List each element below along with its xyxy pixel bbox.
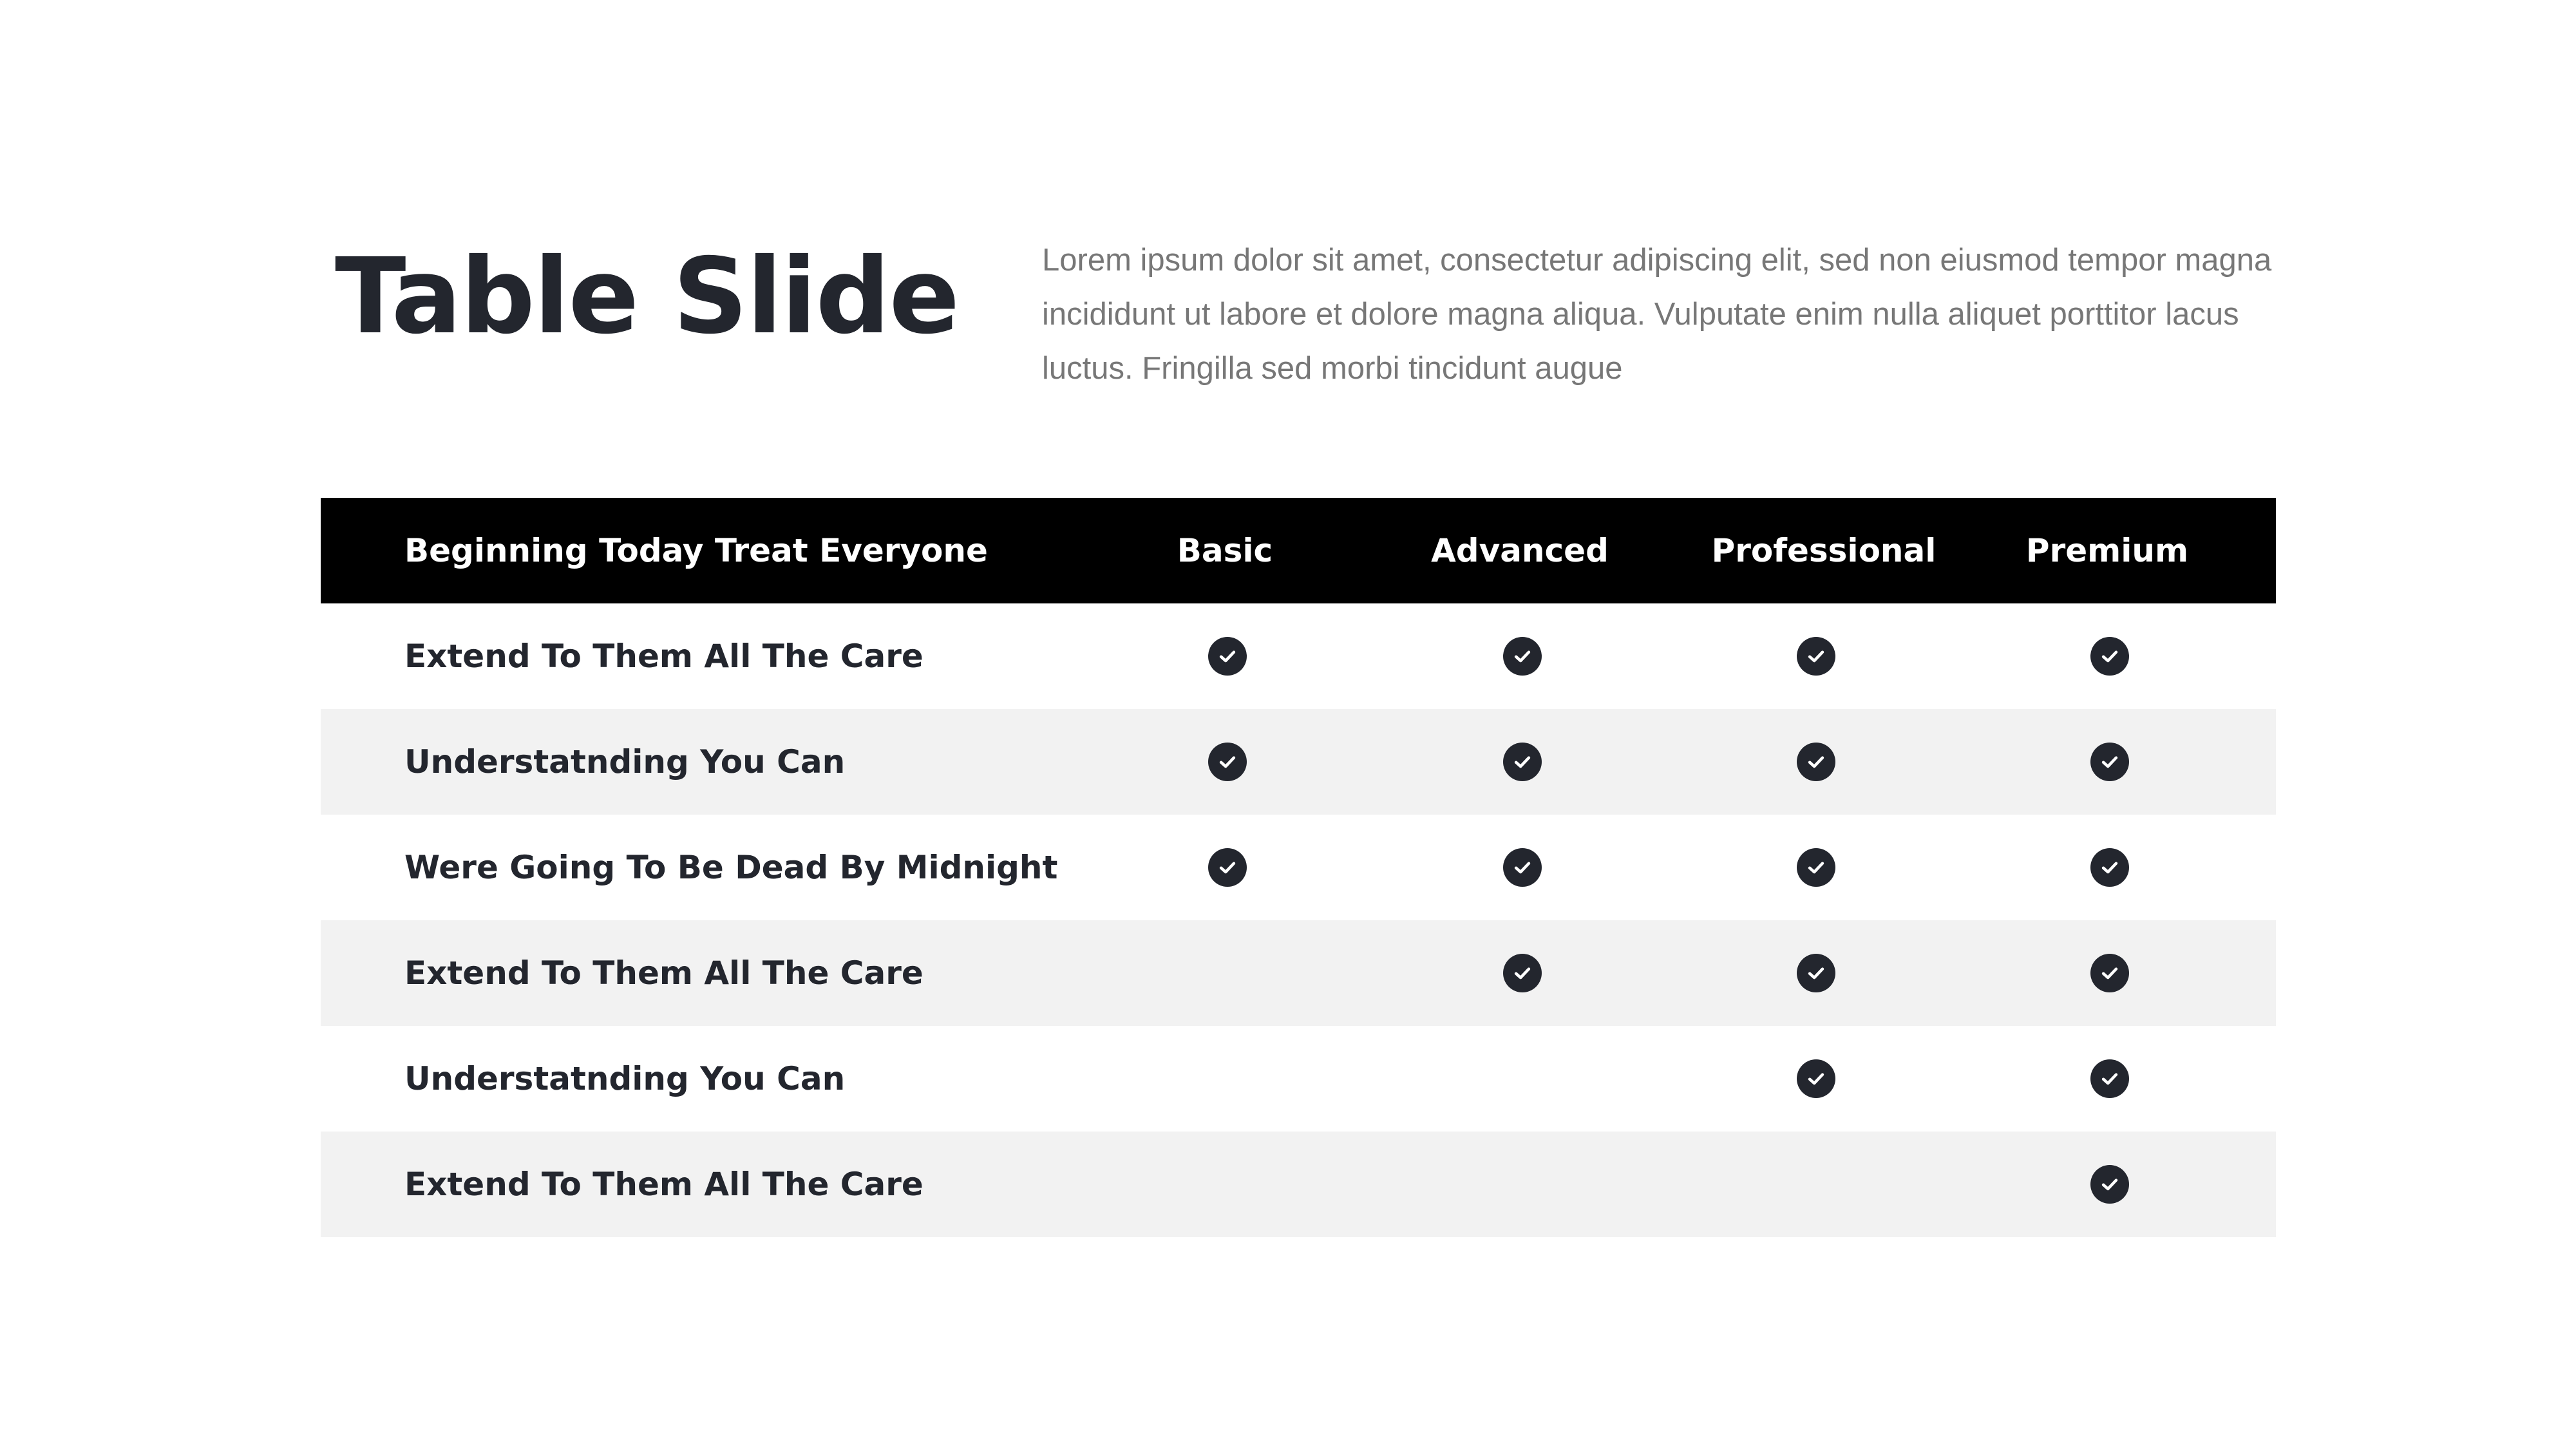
table-cell [2071, 1132, 2148, 1237]
table-cell [1189, 920, 1266, 1026]
table-cell [1484, 1026, 1561, 1132]
table-row [321, 709, 2276, 815]
table-cell [1484, 709, 1561, 815]
table-cell [1189, 1026, 1266, 1132]
table-cell [1777, 1132, 1855, 1237]
column-header-premium: Premium [2025, 532, 2189, 569]
intro-paragraph: Lorem ipsum dolor sit amet, consectetur adipiscing elit, sed non eiusmod tempor magna incididunt ut labore et dolore magna aliqua. Vulputate enim nulla aliquet porttitor lacus luctus. Fringilla sed morbi tincidunt augue [1042, 243, 2272, 386]
check-circle-icon [1797, 1059, 1835, 1098]
table-cell [1777, 709, 1855, 815]
column-header-advanced: Advanced [1431, 532, 1609, 569]
check-circle-icon [2090, 743, 2129, 781]
table-row [321, 1132, 2276, 1237]
check-circle-icon [2090, 637, 2129, 676]
column-header-professional: Professional [1711, 532, 1937, 569]
table-cell [1484, 1132, 1561, 1237]
check-circle-icon [1208, 848, 1247, 887]
check-circle-icon [1208, 743, 1247, 781]
check-circle-icon [1797, 637, 1835, 676]
table-cell [1189, 709, 1266, 815]
row-label: Understatnding You Can [404, 743, 846, 781]
table-row [321, 815, 2276, 920]
table-cell [2071, 709, 2148, 815]
table-cell [1777, 920, 1855, 1026]
table-cell [2071, 920, 2148, 1026]
row-label: Extend To Them All The Care [404, 638, 923, 675]
row-label: Extend To Them All The Care [404, 1166, 923, 1203]
check-circle-icon [1797, 954, 1835, 992]
table-cell [1189, 603, 1266, 709]
table-row [321, 603, 2276, 709]
table-header-row [321, 498, 2276, 603]
check-circle-icon [1797, 848, 1835, 887]
table-row [321, 920, 2276, 1026]
table-cell [2071, 603, 2148, 709]
table-cell [1189, 1132, 1266, 1237]
check-circle-icon [1503, 743, 1542, 781]
table-cell [1484, 920, 1561, 1026]
table-cell [1484, 815, 1561, 920]
comparison-table [321, 498, 2276, 1237]
check-circle-icon [2090, 848, 2129, 887]
check-circle-icon [1797, 743, 1835, 781]
table-cell [2071, 815, 2148, 920]
row-label: Were Going To Be Dead By Midnight [404, 849, 1058, 886]
row-label: Understatnding You Can [404, 1060, 846, 1097]
table-cell [1777, 603, 1855, 709]
check-circle-icon [2090, 1059, 2129, 1098]
table-cell [1777, 1026, 1855, 1132]
slide-title: Table Slide [335, 236, 959, 357]
table-cell [1484, 603, 1561, 709]
check-circle-icon [2090, 954, 2129, 992]
table-body [321, 603, 2276, 1237]
check-circle-icon [1503, 954, 1542, 992]
header-label: Beginning Today Treat Everyone [404, 532, 988, 569]
table-row [321, 1026, 2276, 1132]
check-circle-icon [1208, 637, 1247, 676]
check-circle-icon [1503, 848, 1542, 887]
check-circle-icon [2090, 1165, 2129, 1204]
row-label: Extend To Them All The Care [404, 954, 923, 992]
check-circle-icon [1503, 637, 1542, 676]
table-cell [1777, 815, 1855, 920]
table-cell [1189, 815, 1266, 920]
column-header-basic: Basic [1177, 532, 1273, 569]
table-cell [2071, 1026, 2148, 1132]
